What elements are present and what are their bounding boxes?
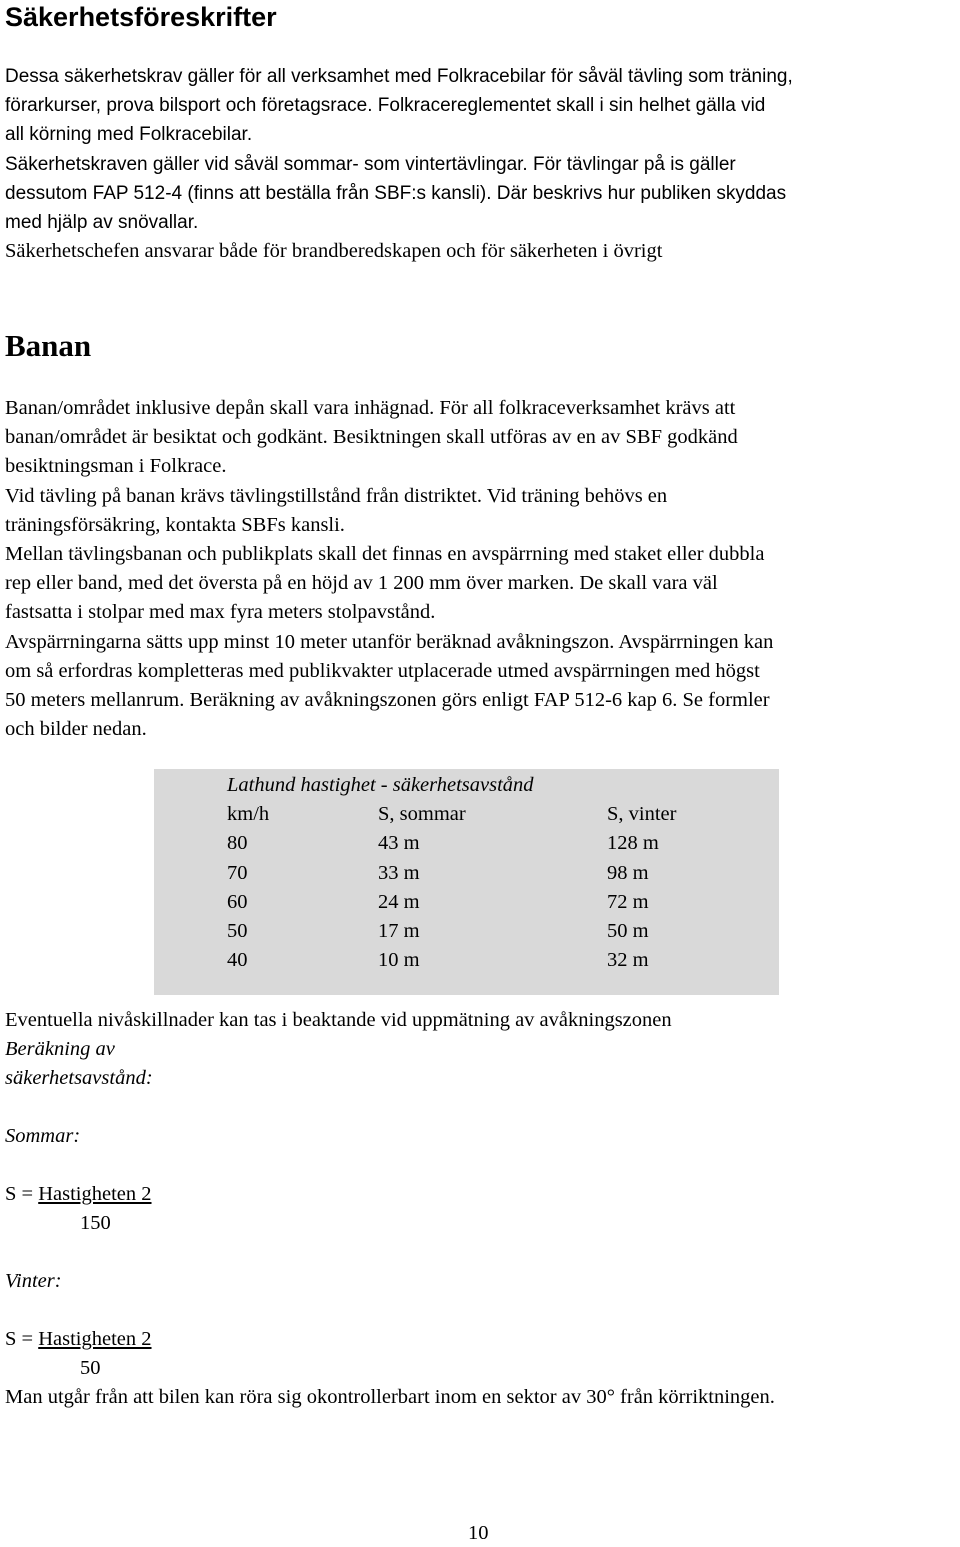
banan-line-10: om så erfordras kompletteras med publikvakter utplacerade utmed avspärrningen med högst [5,659,760,682]
intro-line-5: dessutom FAP 512-4 (finns att beställa från SBF:s kansli). Där beskrivs hur publiken skyddas [5,182,787,204]
table-cell: 80 [227,832,248,855]
table-cell: 50 [227,919,248,942]
formula-numerator: Hastigheten 2 [38,1328,152,1350]
formula-prefix: S = [5,1183,39,1205]
table-caption: Lathund hastighet - säkerhetsavstånd [227,774,534,796]
winter-formula-denominator: 50 [80,1357,101,1379]
banan-line-3: besiktningsman i Folkrace. [5,455,227,478]
banan-line-12: och bilder nedan. [5,718,147,741]
formula-prefix: S = [5,1328,39,1350]
table-header-cell: km/h [227,803,270,826]
intro-line-3: all körning med Folkracebilar. [5,124,253,146]
level-difference-note: Eventuella nivåskillnader kan tas i beaktande vid uppmätning av avåkningszonen [5,1009,672,1031]
summer-label: Sommar: [5,1125,81,1147]
table-cell: 98 m [607,861,649,884]
summer-formula [5,1180,152,1209]
banan-line-11: 50 meters mellanrum. Beräkning av avåkningszonen görs enligt FAP 512-6 kap 6. Se formler [5,689,770,712]
table-row [227,829,659,858]
intro-line-1: Dessa säkerhetskrav gäller för all verksamhet med Folkracebilar för såväl tävling som träning, [5,66,793,87]
banan-line-9: Avspärrningarna sätts upp minst 10 meter utanför beräknad avåkningszon. Avspärrningen kan [5,630,774,653]
table-cell: 40 [227,949,248,972]
banan-line-5: träningsförsäkring, kontakta SBFs kansli. [5,513,345,536]
banan-line-8: fastsatta i stolpar med max fyra meters stolpavstånd. [5,601,436,624]
table-cell: 43 m [378,832,420,855]
speed-distance-table [227,771,677,975]
table-cell: 33 m [378,861,420,884]
table-row [227,888,649,917]
intro-line-7: Säkerhetschefen ansvarar både för brandberedskapen och för säkerheten i övrigt [5,240,663,263]
table-row [227,917,649,946]
table-row [227,946,649,975]
banan-line-4: Vid tävling på banan krävs tävlingstillstånd från distriktet. Vid träning behövs en [5,484,668,507]
intro-line-4: Säkerhetskraven gäller vid såväl sommar- som vintertävlingar. För tävlingar på is gäller [5,153,736,175]
table-cell: 128 m [607,832,659,855]
table-cell: 70 [227,861,248,884]
table-cell: 50 m [607,919,649,942]
table-header-row [227,800,677,829]
calculation-label: Beräkning av [5,1038,115,1060]
table-cell: 60 [227,890,248,913]
winter-label: Vinter: [5,1270,62,1292]
intro-section [5,62,955,266]
banan-section [5,394,955,744]
table-cell: 17 m [378,919,420,942]
banan-line-1: Banan/området inklusive depån skall vara inhägnad. För all folkraceverksamhet krävs att [5,397,736,419]
banan-heading: Banan [5,328,92,363]
formula-numerator: Hastigheten 2 [38,1183,152,1205]
table-row [227,859,649,888]
page-number: 10 [468,1522,489,1544]
intro-line-6: med hjälp av snövallar. [5,212,199,234]
table-cell: 32 m [607,949,649,972]
table-header-cell: S, sommar [378,803,466,826]
banan-line-2: banan/området är besiktat och godkänt. Besiktningen skall utföras av en av SBF godkänd [5,426,738,449]
summer-formula-denominator: 150 [80,1212,111,1234]
page-title: Säkerhetsföreskrifter [5,2,277,32]
table-cell: 10 m [378,949,420,972]
banan-line-7: rep eller band, med det översta på en höjd av 1 200 mm över marken. De skall vara väl [5,572,718,595]
table-cell: 72 m [607,890,649,913]
winter-formula [5,1325,152,1354]
intro-line-2: förarkurser, prova bilsport och företagsrace. Folkracereglementet skall i sin helhet gälla vid [5,95,766,117]
calculation-label-cont: säkerhetsavstånd: [5,1067,153,1089]
table-cell: 24 m [378,890,420,913]
table-header-cell: S, vinter [607,803,677,826]
banan-line-6: Mellan tävlingsbanan och publikplats skall det finnas en avspärrning med staket eller dubbla [5,543,765,566]
closing-sentence: Man utgår från att bilen kan röra sig okontrollerbart inom en sektor av 30° från körriktningen. [5,1386,775,1408]
